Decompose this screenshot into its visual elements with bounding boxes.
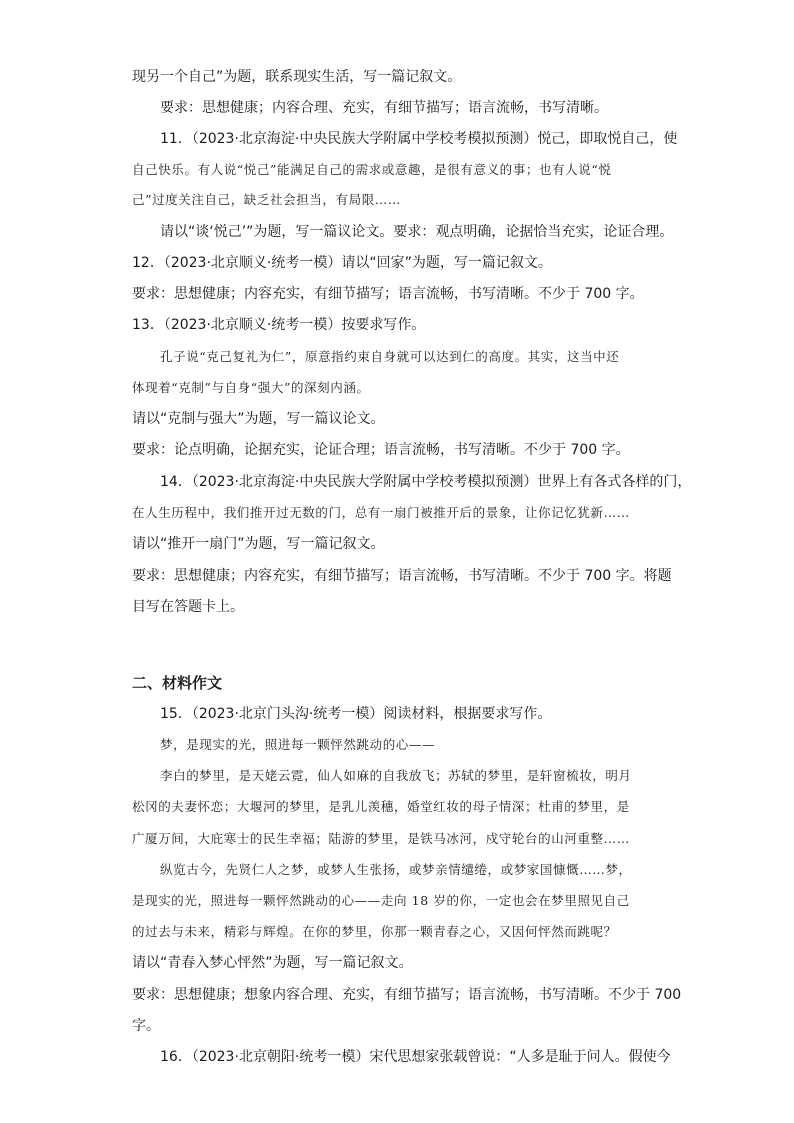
- question-15-material: 松冈的夫妻怀恋；大堰河的梦里，是乳儿羡穗，婚堂红妆的母子情深；杜甫的梦里，是: [132, 799, 630, 814]
- requirement-line: 要求：思想健康；内容合理、充实，有细节描写；语言流畅，书写清晰。: [160, 100, 608, 116]
- question-13-prompt: 请以“克制与强大”为题，写一篇议论文。: [132, 411, 385, 427]
- question-14-requirement: 目写在答题卡上。: [132, 599, 244, 615]
- question-13-material: 体现着“克制”与自身“强大”的深刻内涵。: [132, 380, 370, 395]
- question-11-material: 己”过度关注自己，缺乏社会担当，有局限……: [132, 192, 401, 207]
- question-15-material: 广厦万间，大庇寒士的民生幸福；陆游的梦里，是铁马冰河，戍守轮台的山河重整……: [132, 831, 630, 846]
- question-15-material: 梦，是现实的光，照进每一颗怦然跳动的心——: [160, 737, 436, 752]
- question-13-material: 孔子说“克己复礼为仁”，原意指约束自身就可以达到仁的高度。其实，这当中还: [160, 349, 620, 364]
- question-15-header: 15．（2023·北京门头沟·统考一模）阅读材料，根据要求写作。: [160, 706, 552, 722]
- question-14-prompt: 请以“推开一扇门”为题，写一篇记叙文。: [132, 536, 385, 552]
- question-11-header: 11．（2023·北京海淀·中央民族大学附属中学校考模拟预测）悦己，即取悦自己，使: [160, 131, 678, 147]
- question-12-header: 12．（2023·北京顺义·统考一模）请以“回家”为题，写一篇记叙文。: [132, 255, 552, 271]
- section-heading: 二、材料作文: [132, 674, 223, 692]
- question-15-requirement: 字。: [132, 1018, 160, 1034]
- question-15-prompt: 请以“青春入梦心怦然”为题，写一篇记叙文。: [132, 955, 413, 971]
- question-16-header: 16．（2023·北京朝阳·统考一模）宋代思想家张载曾说：“人多是耻于问人。假使今: [160, 1049, 671, 1065]
- question-11-material: 自己快乐。有人说“悦己”能满足自己的需求或意趣，是很有意义的事；也有人说“悦: [132, 162, 612, 177]
- question-15-material: 是现实的光，照进每一颗怦然跳动的心——走向 18 岁的你，一定也会在梦里照见自己: [132, 893, 630, 908]
- question-11-prompt: 请以“谈‘悦己’”为题，写一篇议论文。要求：观点明确，论据恰当充实，论证合理。: [160, 224, 674, 240]
- question-15-requirement: 要求：思想健康；想象内容合理、充实，有细节描写；语言流畅，书写清晰。不少于 700: [132, 987, 682, 1003]
- question-13-requirement: 要求：论点明确，论据充实，论证合理；语言流畅，书写清晰。不少于 700 字。: [132, 442, 630, 458]
- question-15-material: 纵览古今，先贤仁人之梦，或梦人生张扬，或梦亲情缱绻，或梦家国慷慨……梦，: [160, 862, 632, 877]
- text-line: 现另一个自己”为题，联系现实生活，写一篇记叙文。: [132, 69, 462, 85]
- question-15-material: 的过去与未来，精彩与辉煌。在你的梦里，你那一颗青春之心，又因何怦然而跳呢？: [132, 924, 617, 939]
- question-13-header: 13．（2023·北京顺义·统考一模）按要求写作。: [132, 317, 426, 333]
- question-12-requirement: 要求：思想健康；内容充实，有细节描写；语言流畅，书写清晰。不少于 700 字。: [132, 286, 644, 302]
- question-14-material: 在人生历程中，我们推开过无数的门，总有一扇门被推开后的景象，让你记忆犹新……: [132, 505, 630, 520]
- question-15-material: 李白的梦里，是天姥云霓，仙人如麻的自我放飞；苏轼的梦里，是轩窗梳妆，明月: [160, 768, 632, 783]
- question-14-header: 14．（2023·北京海淀·中央民族大学附属中学校考模拟预测）世界上有各式各样的门，: [160, 474, 692, 490]
- question-14-requirement: 要求：思想健康；内容充实，有细节描写；语言流畅，书写清晰。不少于 700 字。将题: [132, 568, 672, 584]
